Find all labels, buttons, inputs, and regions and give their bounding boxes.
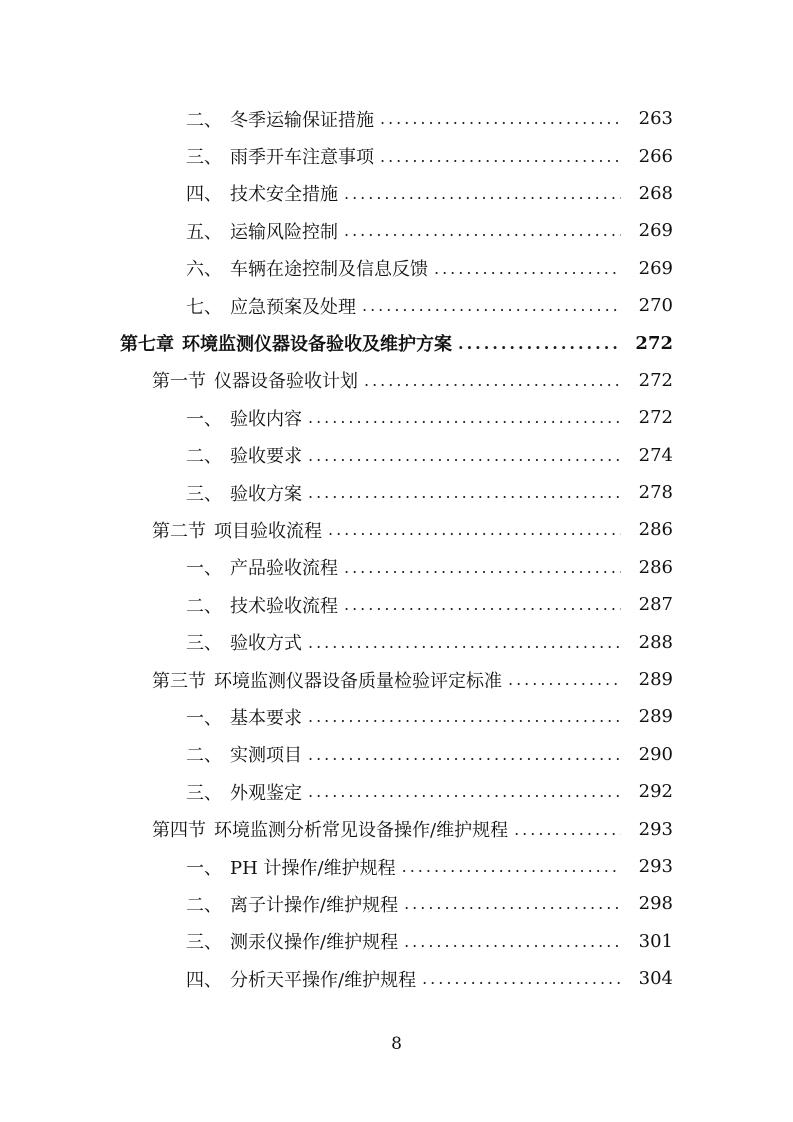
toc-entry-page: 269 [638,257,673,279]
toc-entry-page: 272 [638,407,673,429]
toc-entry-page: 289 [638,669,673,691]
toc-dot-leader [364,371,621,390]
toc-dot-leader [344,184,621,203]
toc-entry-number: 第三节 [152,670,206,692]
toc-dot-leader [308,707,621,726]
toc-entry-number: 六、 [186,259,222,281]
toc-entry-title: 分析天平操作/维护规程 [230,969,417,991]
toc-entry-title: 雨季开车注意事项 [230,147,374,169]
toc-entry[interactable] [0,100,793,137]
toc-entry-number: 一、 [186,408,222,430]
toc-entry-page: 269 [638,220,673,242]
toc-entry-number: 第四节 [152,820,206,842]
toc-entry-number: 四、 [186,969,222,991]
toc-entry-number: 二、 [186,595,222,617]
toc-dot-leader [402,857,621,876]
toc-entry-page: 287 [638,594,673,616]
toc-entry-title: 冬季运输保证措施 [230,109,374,131]
toc-section-entry[interactable] [0,362,793,399]
table-of-contents [0,100,793,997]
toc-entry-page: 290 [638,743,673,765]
toc-section-entry[interactable] [0,810,793,847]
toc-entry-number: 第七章 [120,334,174,356]
toc-entry-number: 一、 [186,558,222,580]
toc-dot-leader [514,820,621,839]
toc-entry[interactable] [0,287,793,324]
toc-entry-page: 286 [638,519,673,541]
toc-dot-leader [308,782,621,801]
toc-entry-title: 外观鉴定 [230,782,302,804]
toc-entry[interactable] [0,885,793,922]
toc-dot-leader [380,109,621,128]
toc-entry-page: 272 [638,369,673,391]
toc-section-entry[interactable] [0,511,793,548]
toc-entry[interactable] [0,698,793,735]
toc-entry-number: 一、 [186,707,222,729]
toc-entry-title: 项目验收流程 [214,520,322,542]
toc-entry-title: 产品验收流程 [230,558,338,580]
toc-entry-number: 二、 [186,894,222,916]
toc-entry-title: 验收方式 [230,633,302,655]
toc-entry-title: 实测项目 [230,745,302,767]
toc-entry[interactable] [0,399,793,436]
toc-entry-title: 运输风险控制 [230,221,338,243]
toc-dot-leader [308,446,621,465]
toc-entry-number: 三、 [186,782,222,804]
footer-page-number: 8 [391,1034,402,1054]
toc-entry[interactable] [0,736,793,773]
toc-entry-number: 三、 [186,932,222,954]
toc-entry-number: 三、 [186,147,222,169]
toc-entry-number: 一、 [186,857,222,879]
toc-entry-title: 环境监测仪器设备验收及维护方案 [182,334,452,356]
toc-entry-number: 四、 [186,184,222,206]
toc-entry[interactable] [0,250,793,287]
toc-entry-page: 293 [638,818,673,840]
toc-entry-page: 286 [638,556,673,578]
toc-entry-title: 离子计操作/维护规程 [230,894,399,916]
toc-dot-leader [508,670,621,689]
toc-dot-leader [422,969,621,988]
toc-entry-title: 技术安全措施 [230,184,338,206]
toc-entry[interactable] [0,586,793,623]
toc-entry-number: 三、 [186,483,222,505]
toc-dot-leader [328,520,621,539]
toc-entry-title: 基本要求 [230,707,302,729]
toc-chapter-entry[interactable] [0,324,793,361]
toc-entry-number: 第一节 [152,371,206,393]
toc-entry-title: 验收要求 [230,446,302,468]
toc-dot-leader [362,296,621,315]
toc-entry-title: 验收方案 [230,483,302,505]
toc-entry-title: 车辆在途控制及信息反馈 [230,259,428,281]
toc-entry[interactable] [0,212,793,249]
toc-entry-title: 测汞仪操作/维护规程 [230,932,399,954]
toc-entry-number: 五、 [186,221,222,243]
toc-entry-page: 304 [638,968,673,990]
toc-dot-leader [434,259,621,278]
toc-entry-title: 环境监测分析常见设备操作/维护规程 [214,820,509,842]
toc-entry-page: 301 [638,930,673,952]
toc-dot-leader [380,147,621,166]
toc-entry-number: 三、 [186,633,222,655]
toc-entry-title: 技术验收流程 [230,595,338,617]
toc-entry-number: 二、 [186,109,222,131]
toc-entry-page: 292 [638,781,673,803]
toc-entry-title: 环境监测仪器设备质量检验评定标准 [214,670,502,692]
toc-dot-leader [308,633,621,652]
toc-entry[interactable] [0,437,793,474]
toc-dot-leader [344,558,621,577]
toc-dot-leader [404,932,621,951]
toc-dot-leader [344,595,621,614]
toc-entry-page: 293 [638,856,673,877]
toc-entry[interactable] [0,474,793,511]
toc-section-entry[interactable] [0,661,793,698]
toc-dot-leader [344,221,621,240]
toc-entry-title: 仪器设备验收计划 [214,371,358,393]
toc-entry-page: 272 [635,332,673,354]
toc-entry-number: 二、 [186,745,222,767]
toc-entry-title: 验收内容 [230,408,302,430]
toc-entry-page: 268 [638,182,673,204]
toc-entry[interactable] [0,960,793,997]
toc-dot-leader [404,894,621,913]
toc-entry[interactable] [0,549,793,586]
toc-entry-page: 288 [638,631,673,653]
toc-entry[interactable] [0,923,793,960]
toc-entry[interactable] [0,848,793,885]
toc-entry-page: 289 [638,706,673,728]
toc-entry-page: 298 [638,893,673,915]
toc-entry-page: 274 [638,444,673,466]
toc-dot-leader [308,483,621,502]
toc-entry[interactable] [0,773,793,810]
toc-entry-page: 270 [638,295,673,317]
toc-entry-page: 278 [638,482,673,504]
toc-entry-number: 七、 [186,296,222,318]
toc-entry[interactable] [0,137,793,174]
toc-entry-number: 二、 [186,446,222,468]
toc-dot-leader [308,408,621,427]
toc-dot-leader [458,334,621,353]
toc-entry-page: 263 [638,108,673,130]
toc-entry-number: 第二节 [152,520,206,542]
toc-dot-leader [308,745,621,764]
toc-entry[interactable] [0,623,793,660]
toc-entry[interactable] [0,175,793,212]
toc-entry-page: 266 [638,145,673,167]
toc-entry-title: 应急预案及处理 [230,296,356,318]
toc-entry-title: PH 计操作/维护规程 [230,857,396,879]
